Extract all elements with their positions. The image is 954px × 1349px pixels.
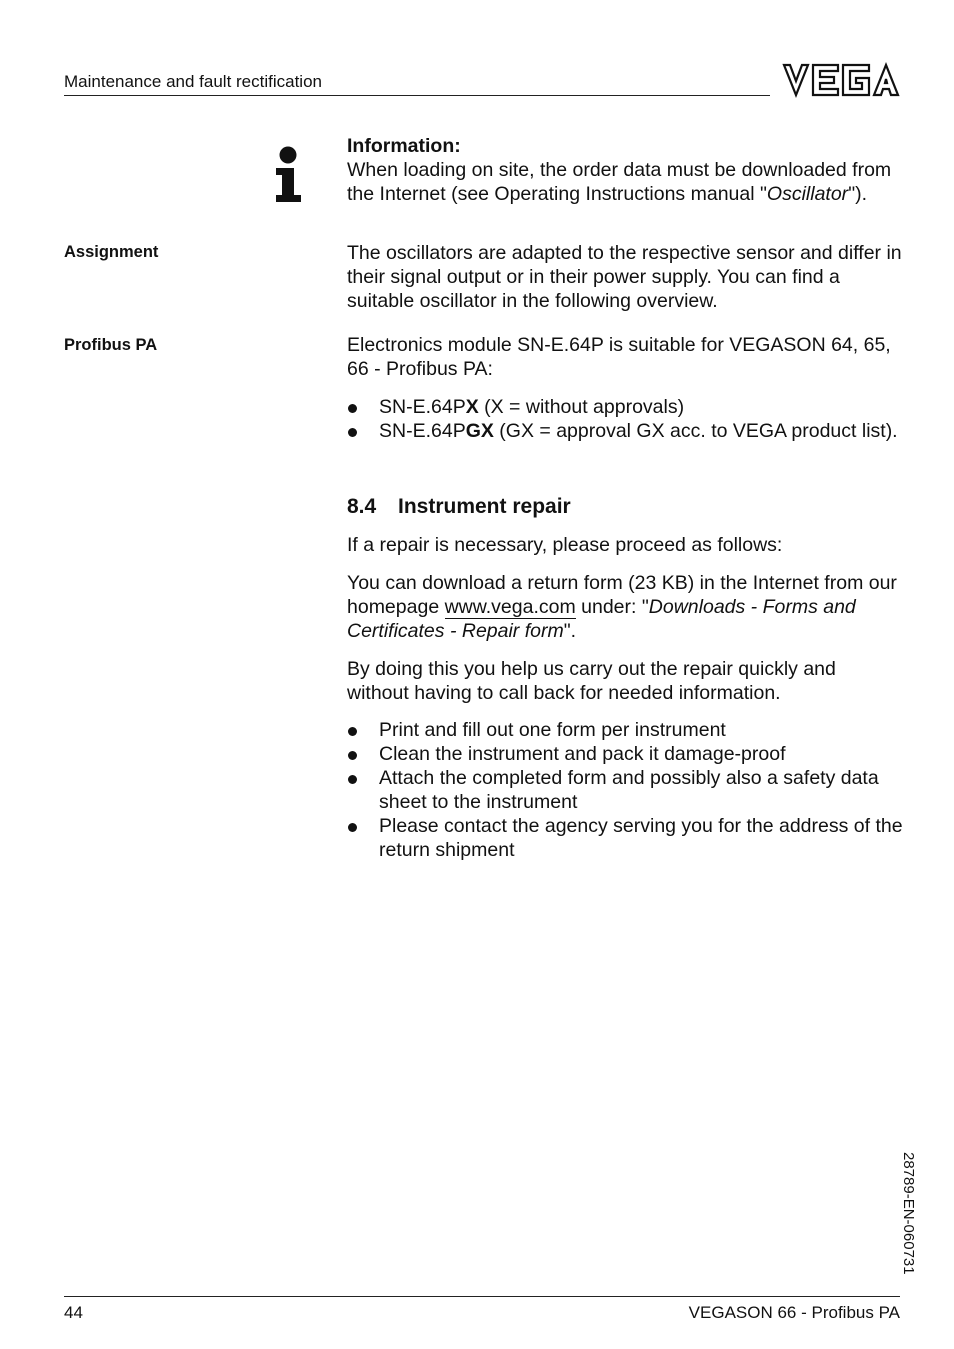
download-path: Downloads - Forms and Certificates - Repair form	[347, 596, 856, 642]
footer-product: VEGASON 66 - Profibus PA	[688, 1303, 900, 1322]
bullet-icon	[348, 823, 357, 832]
vega-logo	[782, 62, 900, 98]
bullet-icon	[348, 727, 357, 736]
list-item	[347, 742, 903, 766]
step-text: Print and fill out one form per instrument	[379, 719, 726, 741]
information-text	[347, 158, 903, 206]
item-description: (GX = approval GX acc. to VEGA product list).	[493, 420, 898, 442]
page-number: 44	[64, 1303, 83, 1322]
homepage-link[interactable]: www.vega.com	[444, 596, 576, 618]
profibus-label: Profibus PA	[64, 336, 158, 354]
module-list	[347, 395, 903, 443]
step-text: Attach the completed form and possibly also a safety data sheet to the instrument	[379, 767, 879, 813]
bullet-icon	[348, 404, 357, 413]
download-text-post: ".	[563, 620, 577, 642]
bullet-icon	[348, 428, 357, 437]
information-text-pre: When loading on site, the order data must be downloaded from the Internet (see Operating Instructions manual "	[347, 159, 892, 205]
item-description: (X = without approvals)	[478, 396, 685, 418]
document-number: 28789-EN-060731	[900, 1152, 917, 1275]
bullet-icon	[348, 775, 357, 784]
item-prefix: SN-E.64P	[379, 396, 466, 418]
assignment-text: The oscillators are adapted to the respective sensor and differ in their signal output or in their power supply. You can find a suitable oscillator in the following overview.	[347, 242, 902, 312]
step-text: Clean the instrument and pack it damage-proof	[379, 743, 786, 765]
assignment-label: Assignment	[64, 243, 159, 261]
download-text-pre: You can download a return form (23 KB) in the Internet from our homepage	[347, 572, 897, 618]
step-text: Please contact the agency serving you for the address of the return shipment	[379, 815, 903, 861]
list-item	[347, 766, 903, 814]
information-block	[347, 134, 903, 206]
footer-rule	[64, 1296, 900, 1297]
bullet-icon	[348, 751, 357, 760]
information-text-emphasis: Oscillator	[766, 183, 849, 205]
list-item	[347, 419, 903, 443]
list-item	[347, 718, 903, 742]
help-paragraph: By doing this you help us carry out the repair quickly and without having to call back for needed information.	[347, 658, 836, 704]
download-text-mid: under: "	[575, 596, 649, 618]
profibus-text: Electronics module SN-E.64P is suitable for VEGASON 64, 65, 66 - Profibus PA:	[347, 334, 891, 380]
repair-intro: If a repair is necessary, please proceed as follows:	[347, 534, 783, 556]
list-item	[347, 814, 903, 862]
section-heading	[347, 495, 571, 519]
section-number: 8.4	[347, 495, 377, 518]
info-icon	[274, 146, 304, 204]
item-code: GX	[465, 420, 494, 442]
running-header: Maintenance and fault rectification	[64, 72, 322, 91]
repair-steps	[347, 718, 903, 862]
information-text-post: ").	[848, 183, 868, 205]
download-paragraph	[347, 571, 903, 643]
item-prefix: SN-E.64P	[379, 420, 466, 442]
list-item	[347, 395, 903, 419]
item-code: X	[465, 396, 479, 418]
header-rule	[64, 95, 770, 96]
information-heading: Information:	[347, 135, 461, 157]
section-title: Instrument repair	[398, 495, 571, 518]
